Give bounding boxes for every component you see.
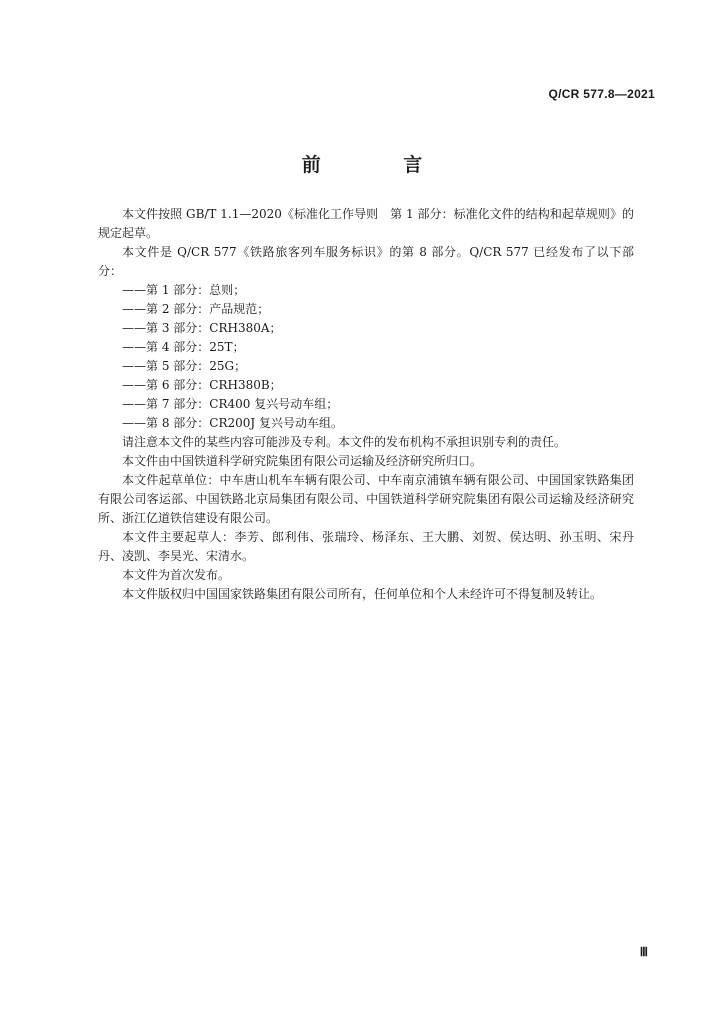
- list-item: ——第 3 部分：CRH380A；: [122, 321, 282, 335]
- list-item: ——第 6 部分：CRH380B；: [122, 378, 282, 392]
- page-number: Ⅲ: [639, 945, 648, 959]
- list-item: ——第 5 部分：25G；: [122, 359, 247, 373]
- drafting-rule-paragraph: 本文件按照 GB/T 1.1—2020《标准化工作导则 第 1 部分：标准化文件的结构和起草规则》的规定起草。: [98, 207, 634, 240]
- responsible-unit-paragraph: 本文件由中国铁道科学研究院集团有限公司运输及经济研究所归口。: [122, 454, 483, 468]
- list-item: ——第 8 部分：CR200J 复兴号动车组。: [122, 416, 344, 430]
- series-intro-paragraph: 本文件是 Q/CR 577《铁路旅客列车服务标识》的第 8 部分。Q/CR 577 已经发布了以下部分：: [98, 245, 634, 278]
- list-item: ——第 4 部分：25T；: [122, 340, 245, 354]
- page-title: 前 言: [301, 154, 461, 176]
- drafting-units-paragraph: 本文件起草单位：中车唐山机车车辆有限公司、中车南京浦镇车辆有限公司、中国国家铁路集团有限公司客运部、中国铁路北京局集团有限公司、中国铁道科学研究院集团有限公司运输及经济研究所、浙江亿道铁信建设有限公司。: [98, 473, 634, 525]
- list-item: ——第 2 部分：产品规范；: [122, 302, 270, 316]
- drafters-paragraph: 本文件主要起草人：李芳、郎利伟、张瑞玲、杨泽东、王大鹏、刘贺、侯达明、孙玉明、宋丹丹、凌凯、李昊光、宋清水。: [98, 530, 634, 563]
- document-body: [98, 205, 634, 604]
- first-release-paragraph: 本文件为首次发布。: [122, 568, 231, 582]
- copyright-paragraph: 本文件版权归中国国家铁路集团有限公司所有，任何单位和个人未经许可不得复制及转让。: [122, 587, 603, 601]
- list-item: ——第 7 部分：CR400 复兴号动车组；: [122, 397, 339, 411]
- patent-notice-paragraph: 请注意本文件的某些内容可能涉及专利。本文件的发布机构不承担识别专利的责任。: [122, 435, 567, 449]
- standard-code: Q/CR 577.8—2021: [548, 87, 655, 101]
- list-item: ——第 1 部分：总则；: [122, 283, 246, 297]
- parts-list: [98, 281, 634, 433]
